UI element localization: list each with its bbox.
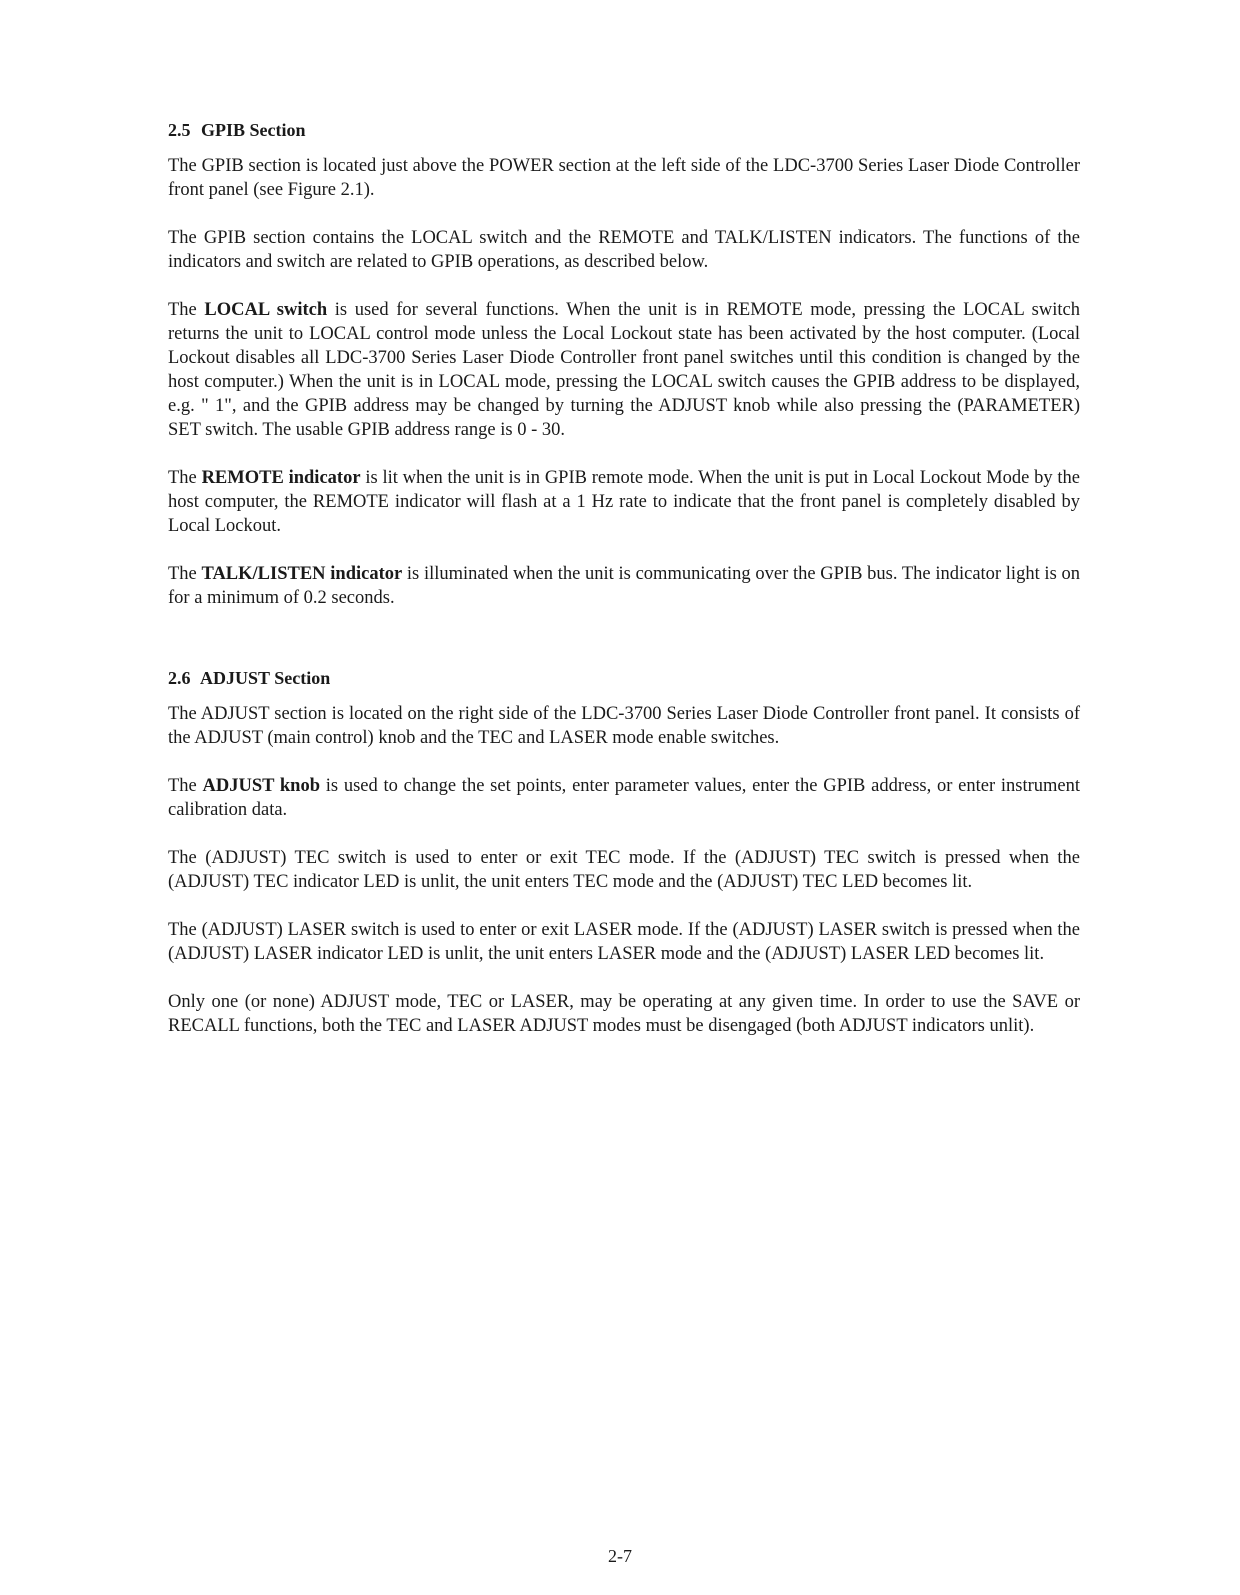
section-gpib <box>168 118 1080 610</box>
paragraph-gpib-location: The GPIB section is located just above the POWER section at the left side of the LDC-3700 Series Laser Diode Controller front panel (see Figure 2.1). <box>168 156 1080 200</box>
term-remote-indicator: REMOTE indicator <box>201 468 361 488</box>
section-heading-gpib <box>168 118 1080 142</box>
section-title: ADJUST Section <box>200 668 331 688</box>
paragraph-adjust-location: The ADJUST section is located on the right side of the LDC-3700 Series Laser Diode Controller front panel. It consists of the ADJUST (main control) knob and the TEC and LASER mode enable switches. <box>168 704 1080 748</box>
term-talk-listen-indicator: TALK/LISTEN indicator <box>201 564 403 584</box>
paragraph-adjust-modes: Only one (or none) ADJUST mode, TEC or LASER, may be operating at any given time. In order to use the SAVE or RECALL functions, both the TEC and LASER ADJUST modes must be disengaged (both ADJUST indicators unlit). <box>168 992 1080 1036</box>
section-number: 2.6 <box>168 668 191 688</box>
paragraph-tec-switch: The (ADJUST) TEC switch is used to enter or exit TEC mode. If the (ADJUST) TEC switch is pressed when the (ADJUST) TEC indicator LED is unlit, the unit enters TEC mode and the (ADJUST) TEC LED becomes lit. <box>168 848 1080 892</box>
page-number: 2-7 <box>608 1546 632 1566</box>
page-body <box>168 118 1080 1062</box>
paragraph-laser-switch: The (ADJUST) LASER switch is used to enter or exit LASER mode. If the (ADJUST) LASER switch is pressed when the (ADJUST) LASER indicator LED is unlit, the unit enters LASER mode and the (ADJUST) LASER LED becomes lit. <box>168 920 1080 964</box>
paragraph-adjust-knob: The ADJUST knob is used to change the set points, enter parameter values, enter the GPIB address, or enter instrument calibration data. <box>168 776 1080 820</box>
term-local-switch: LOCAL switch <box>204 300 328 320</box>
section-heading-adjust <box>168 666 1080 690</box>
paragraph-talk-listen-indicator: The TALK/LISTEN indicator is illuminated when the unit is communicating over the GPIB bus. The indicator light is on for a minimum of 0.2 seconds. <box>168 564 1080 608</box>
term-adjust-knob: ADJUST knob <box>202 776 321 796</box>
section-title: GPIB Section <box>201 120 306 140</box>
section-number: 2.5 <box>168 120 191 140</box>
paragraph-local-switch: The LOCAL switch is used for several functions. When the unit is in REMOTE mode, pressing the LOCAL switch returns the unit to LOCAL control mode unless the Local Lockout state has been activated by the host computer. (Local Lockout disables all LDC-3700 Series Laser Diode Controller front panel switches until this condition is changed by the host computer.) When the unit is in LOCAL mode, pressing the LOCAL switch causes the GPIB address to be displayed, e.g. " 1", and the GPIB address may be changed by turning the ADJUST knob while also pressing the (PARAMETER) SET switch. The usable GPIB address range is 0 - 30. <box>168 300 1080 440</box>
paragraph-remote-indicator: The REMOTE indicator is lit when the unit is in GPIB remote mode. When the unit is put in Local Lockout Mode by the host computer, the REMOTE indicator will flash at a 1 Hz rate to indicate that the front panel is completely disabled by Local Lockout. <box>168 468 1081 536</box>
paragraph-gpib-contents: The GPIB section contains the LOCAL switch and the REMOTE and TALK/LISTEN indicators. The functions of the indicators and switch are related to GPIB operations, as described below. <box>168 228 1080 272</box>
section-adjust <box>168 666 1080 1038</box>
